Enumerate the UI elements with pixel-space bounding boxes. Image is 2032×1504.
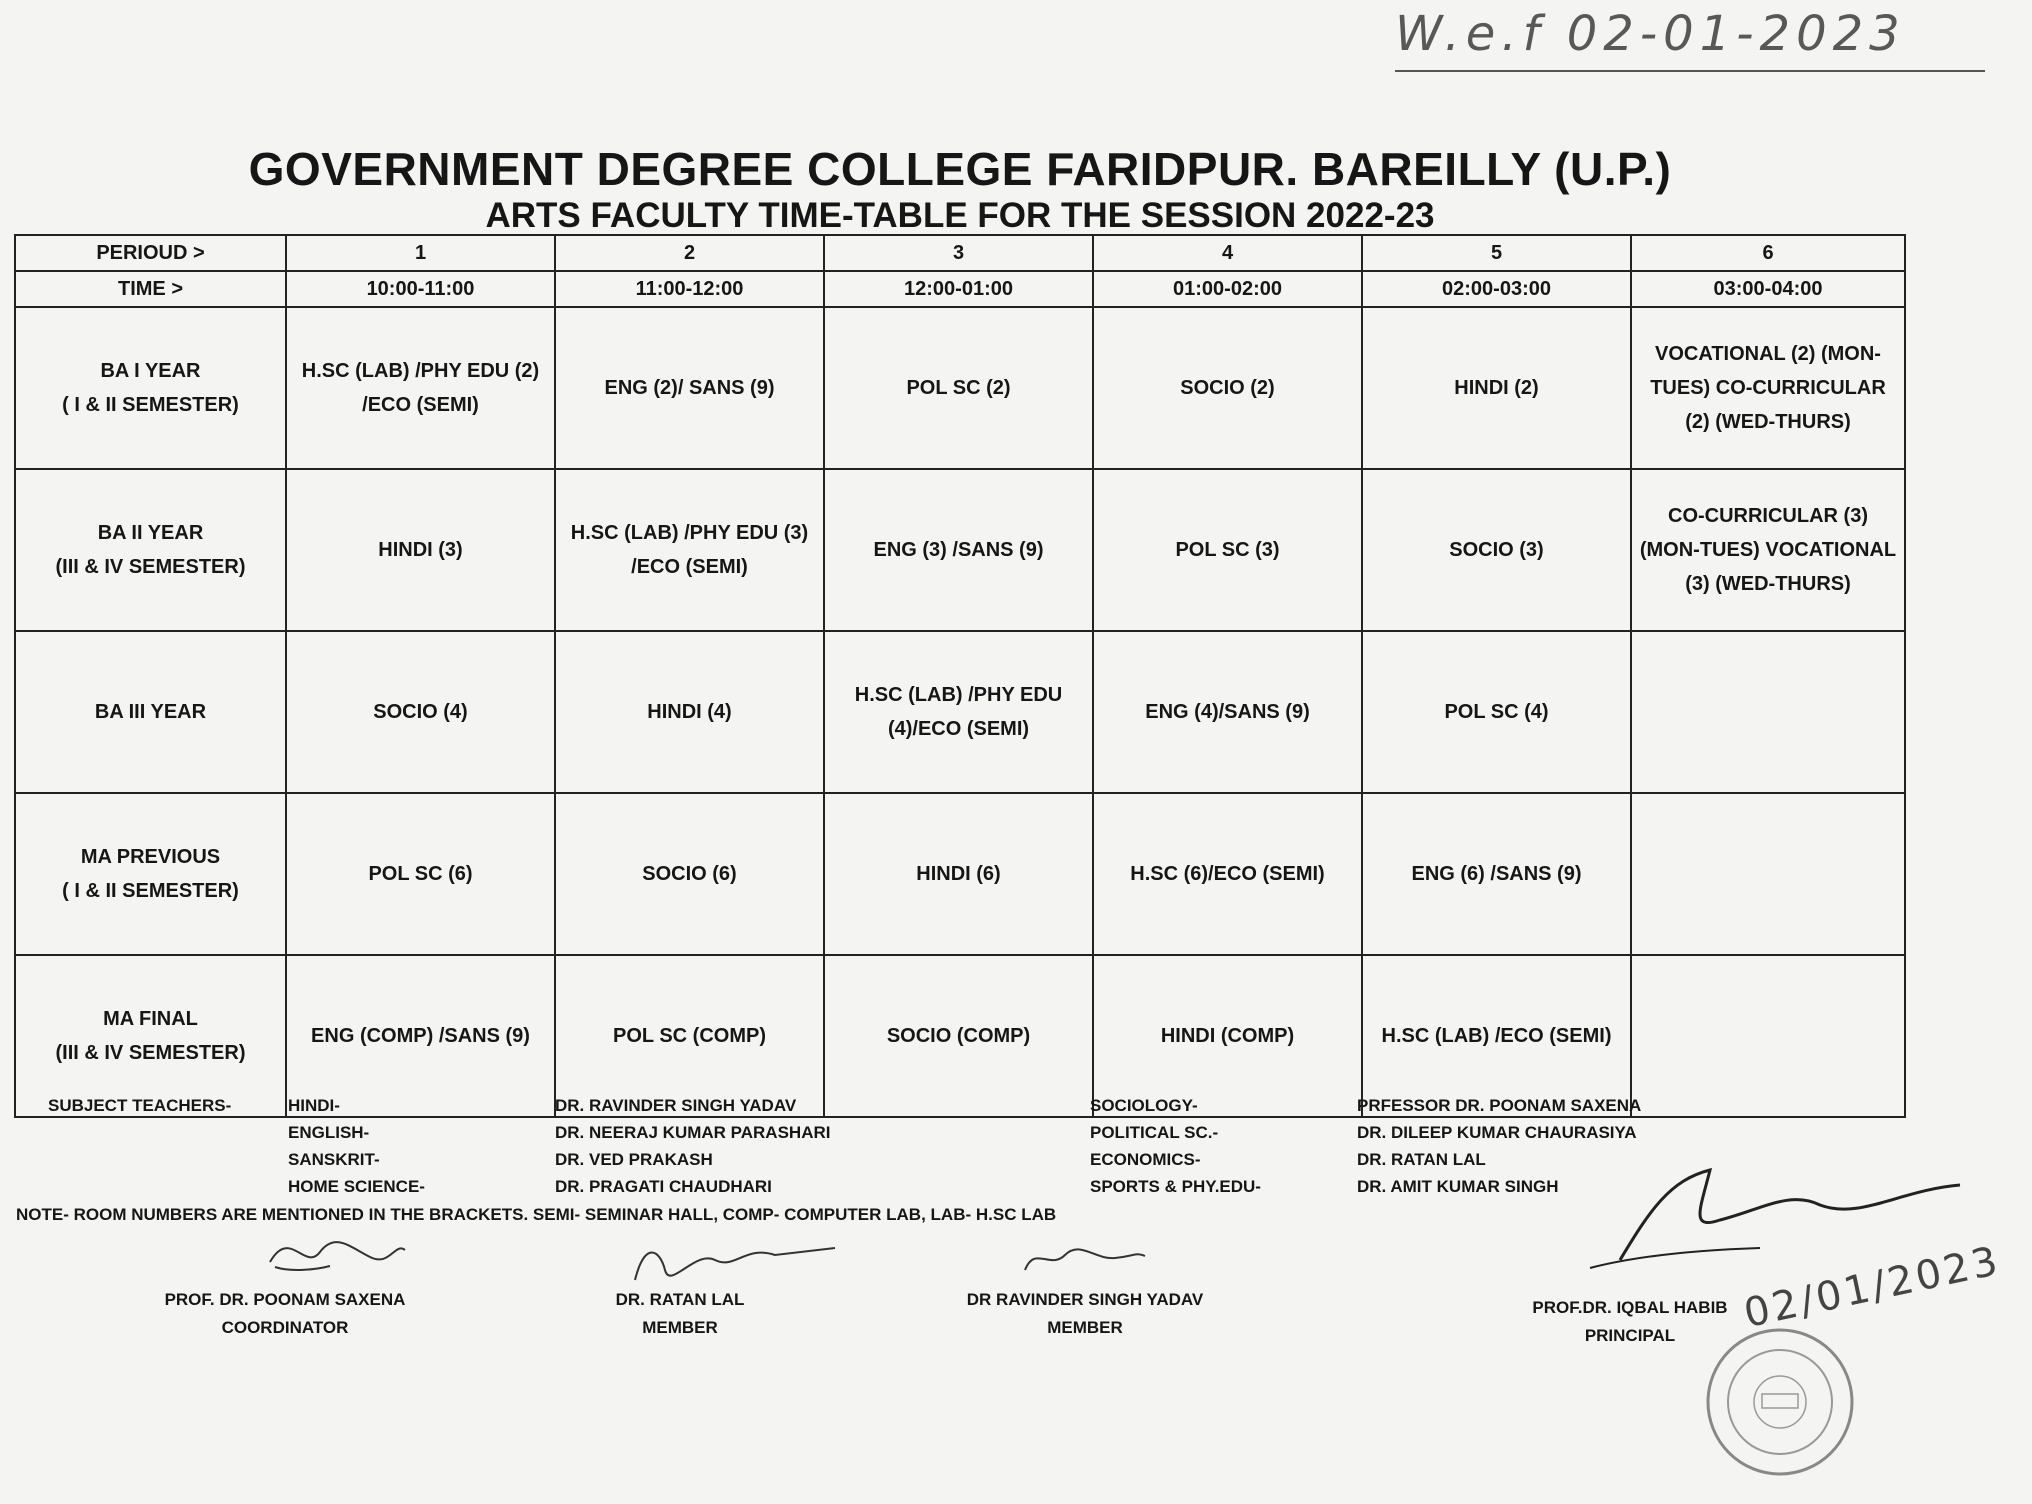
class-semester: (III & IV SEMESTER): [55, 1042, 246, 1064]
teachers-heading: SUBJECT TEACHERS-: [48, 1096, 232, 1115]
table-row: [15, 307, 1905, 469]
signature-date-text: 02/01/2023: [1740, 1237, 2005, 1337]
timetable-cell: POL SC (3): [1093, 469, 1362, 631]
class-label: [15, 469, 286, 631]
timetable-cell: ENG (2)/ SANS (9): [555, 307, 824, 469]
timetable-cell: SOCIO (6): [555, 793, 824, 955]
signature-scribble: [1020, 1240, 1150, 1280]
page-title: GOVERNMENT DEGREE COLLEGE FARIDPUR. BAREILLY (U.P.): [248, 143, 1672, 195]
period-label: PERIOUD >: [15, 235, 286, 271]
period-time: 10:00-11:00: [286, 271, 555, 307]
timetable-cell: CO-CURRICULAR (3) (MON-TUES) VOCATIONAL (3) (WED-THURS): [1631, 469, 1905, 631]
signatory-member-2: [900, 1286, 1270, 1342]
timetable-cell: SOCIO (COMP): [824, 955, 1093, 1117]
names-left: [555, 1092, 830, 1200]
class-name: BA I YEAR: [100, 360, 201, 382]
signature-scribble: [260, 1222, 410, 1282]
timetable-cell: SOCIO (2): [1093, 307, 1362, 469]
period-number: 2: [555, 235, 824, 271]
wef-underline: [1395, 70, 1985, 72]
subject-label: SPORTS & PHY.EDU-: [1090, 1177, 1261, 1196]
teacher-name: PRFESSOR DR. POONAM SAXENA: [1357, 1096, 1642, 1115]
timetable-cell: HINDI (2): [1362, 307, 1631, 469]
subject-label: HOME SCIENCE-: [288, 1177, 425, 1196]
timetable-cell: HINDI (4): [555, 631, 824, 793]
class-name: BA III YEAR: [94, 701, 207, 723]
class-label: [15, 793, 286, 955]
subject-label: POLITICAL SC.-: [1090, 1123, 1219, 1142]
time-label: TIME >: [15, 271, 286, 307]
timetable-cell: ENG (3) /SANS (9): [824, 469, 1093, 631]
class-name: MA FINAL: [103, 1008, 198, 1030]
subjects-right: [1090, 1092, 1261, 1200]
timetable-cell: POL SC (6): [286, 793, 555, 955]
teacher-name: DR. NEERAJ KUMAR PARASHARI: [555, 1123, 831, 1142]
timetable: [14, 234, 1906, 1118]
class-semester: ( I & II SEMESTER): [62, 880, 239, 902]
signatory-name: DR. RATAN LAL: [615, 1290, 745, 1309]
timetable-cell: POL SC (4): [1362, 631, 1631, 793]
signatory-name: DR RAVINDER SINGH YADAV: [966, 1290, 1204, 1309]
signatory-role: COORDINATOR: [221, 1318, 349, 1337]
timetable-cell: H.SC (6)/ECO (SEMI): [1093, 793, 1362, 955]
class-name: MA PREVIOUS: [80, 846, 221, 868]
note-text: NOTE- ROOM NUMBERS ARE MENTIONED IN THE BRACKETS. SEMI- SEMINAR HALL, COMP- COMPUTER LAB, LAB- H.SC LAB: [16, 1205, 1057, 1224]
teacher-name: DR. RATAN LAL: [1357, 1150, 1486, 1169]
subject-label: HINDI-: [288, 1096, 340, 1115]
class-semester: (III & IV SEMESTER): [55, 556, 246, 578]
timetable-cell: POL SC (2): [824, 307, 1093, 469]
timetable-cell: ENG (COMP) /SANS (9): [286, 955, 555, 1117]
teacher-name: DR. PRAGATI CHAUDHARI: [555, 1177, 772, 1196]
timetable-cell: ENG (6) /SANS (9): [1362, 793, 1631, 955]
timetable-cell: H.SC (LAB) /ECO (SEMI): [1362, 955, 1631, 1117]
subject-label: SOCIOLOGY-: [1090, 1096, 1198, 1115]
timetable-cell: H.SC (LAB) /PHY EDU (2) /ECO (SEMI): [286, 307, 555, 469]
class-semester: ( I & II SEMESTER): [62, 394, 239, 416]
signature-date: [1740, 1212, 2032, 1337]
timetable-cell: VOCATIONAL (2) (MON-TUES) CO-CURRICULAR (2) (WED-THURS): [1631, 307, 1905, 469]
period-time: 12:00-01:00: [824, 271, 1093, 307]
period-number: 5: [1362, 235, 1631, 271]
class-name: BA II YEAR: [97, 522, 204, 544]
period-number: 1: [286, 235, 555, 271]
class-label: [15, 631, 286, 793]
timetable-cell: HINDI (3): [286, 469, 555, 631]
signatory-role: PRINCIPAL: [1584, 1326, 1676, 1345]
period-time: 03:00-04:00: [1631, 271, 1905, 307]
timetable-cell: ENG (4)/SANS (9): [1093, 631, 1362, 793]
subjects-left: [288, 1092, 425, 1200]
college-seal-icon: [1700, 1322, 1860, 1482]
table-row: [15, 469, 1905, 631]
wef-date: W.e.f 02-01-2023: [1395, 6, 1906, 62]
signatory-coordinator: [100, 1286, 470, 1342]
subject-label: SANSKRIT-: [288, 1150, 380, 1169]
period-number: 3: [824, 235, 1093, 271]
period-number: 6: [1631, 235, 1905, 271]
signatory-role: MEMBER: [1047, 1318, 1123, 1337]
timetable-cell: SOCIO (4): [286, 631, 555, 793]
subject-label: ENGLISH-: [288, 1123, 370, 1142]
signatory-role: MEMBER: [642, 1318, 718, 1337]
signatory-member-1: [530, 1286, 830, 1342]
signatory-name: PROF.DR. IQBAL HABIB: [1532, 1298, 1728, 1317]
period-time: 11:00-12:00: [555, 271, 824, 307]
teacher-name: DR. RAVINDER SINGH YADAV: [555, 1096, 797, 1115]
period-row: [15, 235, 1905, 271]
time-row: [15, 271, 1905, 307]
table-row: [15, 631, 1905, 793]
class-label: [15, 307, 286, 469]
timetable-cell: HINDI (6): [824, 793, 1093, 955]
timetable-cell: SOCIO (3): [1362, 469, 1631, 631]
period-time: 01:00-02:00: [1093, 271, 1362, 307]
timetable-cell: [1631, 631, 1905, 793]
teacher-name: DR. AMIT KUMAR SINGH: [1357, 1177, 1559, 1196]
table-row: [15, 793, 1905, 955]
signature-scribble: [625, 1230, 845, 1290]
timetable-cell: HINDI (COMP): [1093, 955, 1362, 1117]
teacher-name: DR. VED PRAKASH: [555, 1150, 713, 1169]
timetable-cell: [1631, 793, 1905, 955]
timetable-cell: H.SC (LAB) /PHY EDU (3) /ECO (SEMI): [555, 469, 824, 631]
subject-label: ECONOMICS-: [1090, 1150, 1201, 1169]
page-subtitle: ARTS FACULTY TIME-TABLE FOR THE SESSION 2022-23: [485, 196, 1435, 235]
period-number: 4: [1093, 235, 1362, 271]
period-time: 02:00-03:00: [1362, 271, 1631, 307]
timetable-cell: POL SC (COMP): [555, 955, 824, 1117]
timetable-cell: H.SC (LAB) /PHY EDU (4)/ECO (SEMI): [824, 631, 1093, 793]
signatory-name: PROF. DR. POONAM SAXENA: [164, 1290, 406, 1309]
teacher-name: DR. DILEEP KUMAR CHAURASIYA: [1357, 1123, 1637, 1142]
